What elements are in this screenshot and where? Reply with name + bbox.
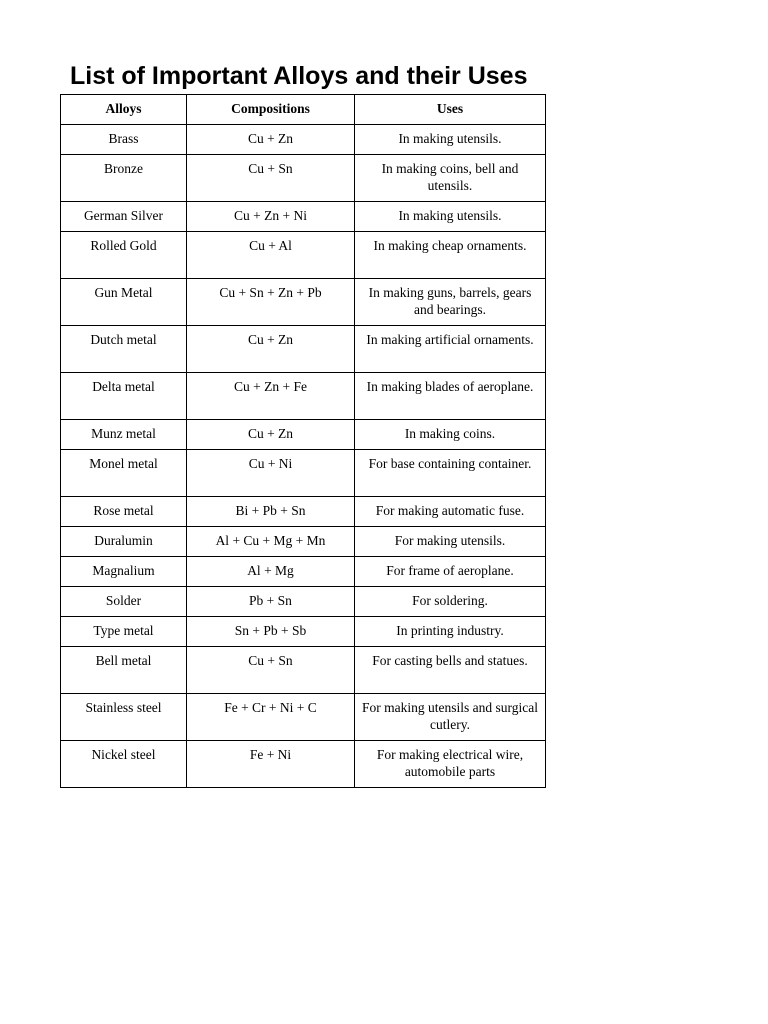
composition-cell: Cu + Sn [187,155,355,202]
header-row [61,95,546,125]
table-row [61,373,546,420]
use-cell: In making coins. [355,420,546,450]
alloy-cell: Rose metal [61,497,187,527]
alloy-cell: Brass [61,125,187,155]
use-cell: In making coins, bell and utensils. [355,155,546,202]
alloy-cell: German Silver [61,202,187,232]
use-cell: In making blades of aeroplane. [355,373,546,420]
composition-cell: Cu + Al [187,232,355,279]
composition-cell: Pb + Sn [187,587,355,617]
composition-cell: Cu + Zn [187,420,355,450]
table-row [61,557,546,587]
alloy-cell: Monel metal [61,450,187,497]
table-row [61,694,546,741]
composition-cell: Cu + Zn [187,326,355,373]
table-row [61,617,546,647]
alloy-cell: Solder [61,587,187,617]
use-cell: For casting bells and statues. [355,647,546,694]
alloy-cell: Gun Metal [61,279,187,326]
use-cell: For making electrical wire, automobile parts [355,741,546,788]
alloys-table [60,94,546,788]
composition-cell: Al + Cu + Mg + Mn [187,527,355,557]
composition-cell: Cu + Ni [187,450,355,497]
use-cell: For making utensils. [355,527,546,557]
use-cell: In making artificial ornaments. [355,326,546,373]
composition-cell: Al + Mg [187,557,355,587]
composition-cell: Sn + Pb + Sb [187,617,355,647]
alloy-cell: Bell metal [61,647,187,694]
alloy-cell: Bronze [61,155,187,202]
alloy-cell: Magnalium [61,557,187,587]
table-row [61,279,546,326]
alloy-cell: Rolled Gold [61,232,187,279]
alloy-cell: Delta metal [61,373,187,420]
composition-cell: Cu + Sn + Zn + Pb [187,279,355,326]
use-cell: For making utensils and surgical cutlery. [355,694,546,741]
composition-cell: Cu + Zn + Fe [187,373,355,420]
use-cell: In printing industry. [355,617,546,647]
table-body [61,125,546,788]
table-row [61,647,546,694]
use-cell: For soldering. [355,587,546,617]
table-row [61,232,546,279]
composition-cell: Fe + Ni [187,741,355,788]
use-cell: For base containing container. [355,450,546,497]
composition-cell: Cu + Zn [187,125,355,155]
alloy-cell: Nickel steel [61,741,187,788]
header-compositions: Compositions [187,95,355,125]
composition-cell: Cu + Zn + Ni [187,202,355,232]
alloy-cell: Dutch metal [61,326,187,373]
table-row [61,741,546,788]
table-row [61,155,546,202]
alloy-cell: Duralumin [61,527,187,557]
table-header [61,95,546,125]
table-row [61,125,546,155]
use-cell: In making utensils. [355,125,546,155]
alloy-cell: Munz metal [61,420,187,450]
table-row [61,450,546,497]
composition-cell: Bi + Pb + Sn [187,497,355,527]
header-uses: Uses [355,95,546,125]
table-row [61,420,546,450]
table-row [61,587,546,617]
page-title: List of Important Alloys and their Uses [70,62,528,90]
table-row [61,202,546,232]
alloy-cell: Type metal [61,617,187,647]
composition-cell: Cu + Sn [187,647,355,694]
use-cell: In making utensils. [355,202,546,232]
use-cell: In making cheap ornaments. [355,232,546,279]
table-row [61,527,546,557]
alloy-cell: Stainless steel [61,694,187,741]
header-alloys: Alloys [61,95,187,125]
table-row [61,326,546,373]
use-cell: For making automatic fuse. [355,497,546,527]
use-cell: In making guns, barrels, gears and bearings. [355,279,546,326]
composition-cell: Fe + Cr + Ni + C [187,694,355,741]
use-cell: For frame of aeroplane. [355,557,546,587]
table-row [61,497,546,527]
